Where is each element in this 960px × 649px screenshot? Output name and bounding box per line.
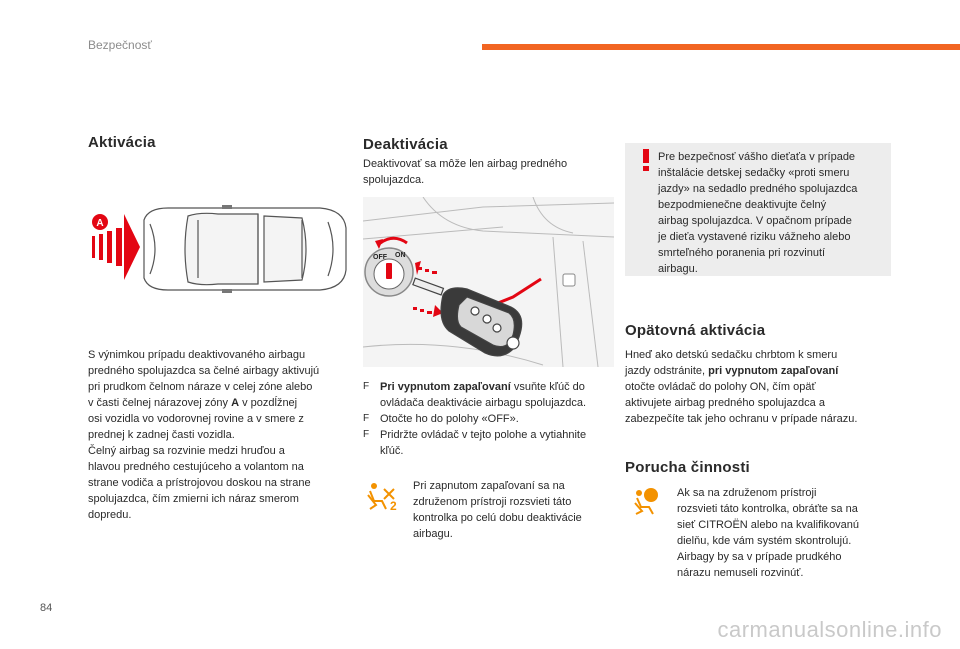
- rotate-arrow: [379, 238, 407, 244]
- airbag-fault-indicator-icon: [633, 487, 663, 515]
- airbag-off-indicator-icon: [366, 481, 400, 511]
- deactivation-title: Deaktivácia: [363, 136, 448, 153]
- reactivation-title: Opätovná aktivácia: [625, 322, 766, 339]
- indicator-note: Pri zapnutom zapaľovaní sa na združenom prístroji rozsvieti táto kontrolka po celú dobu deaktivácie airbagu.: [413, 480, 582, 540]
- airbag-switch: [365, 248, 413, 296]
- zone-a-label: A: [96, 218, 104, 229]
- reactivation-body: Hneď ako detskú sedačku chrbtom k smeru jazdy odstránite, pri vypnutom zapaľovaní otočte ovládač do polohy ON, čím opäť aktivujete airbag predného spolujazdca a zabezpečíte tak jeho ochranu v prípade nárazu.: [625, 349, 858, 425]
- warning-box: [625, 143, 891, 276]
- watermark: carmanualsonline.info: [717, 617, 942, 642]
- switch-on-label: ON: [395, 252, 406, 259]
- step-3: F Pridržte ovládač v tejto polohe a vytiahnite kľúč.: [363, 429, 587, 457]
- header-accent-bar: [482, 44, 960, 50]
- switch-off-label: OFF: [373, 254, 387, 261]
- key-fob: [413, 278, 522, 356]
- section-label: Bezpečnosť: [88, 38, 152, 52]
- malfunction-body: Ak sa na združenom prístroji rozsvieti táto kontrolka, obráťte sa na sieť CITROËN alebo na kvalifikovanú dielňu, kde vám systém skontrolujú. Airbagy by sa v prípade prudkého nárazu nemuseli rozvinúť.: [677, 487, 860, 579]
- indicator-digit: 2: [390, 499, 397, 511]
- step-2: F Otočte ho do polohy «OFF».: [363, 413, 519, 425]
- warning-exclamation-icon: [643, 149, 649, 171]
- activation-title: Aktivácia: [88, 134, 156, 151]
- page-number: 84: [40, 602, 53, 614]
- warning-text: Pre bezpečnosť vášho dieťaťa v prípade inštalácie detskej sedačky «proti smeru jazdy» na sedadlo predného spolujazdca bezpodmienečne deaktivujte čelný airbag spolujazdca. V opačnom prípade je dieťa vystavené riziku vážneho alebo smrteľného poranenia pri rozvinutí airbagu.: [658, 151, 858, 275]
- activation-body: S výnimkou prípadu deaktivovaného airbagu predného spolujazdca sa čelné airbagy aktivujú pri prudkom čelnom náraze v celej zóne alebo v časti čelnej nárazovej zóny A v pozdĺžnej osi vozidla vo vodorovnej rovine a v smere z prednej k zadnej časti vozidla. Čelný airbag sa rozvinie medzi hruďou a hlavou predného cestujúceho a volantom na strane vodiča a prístrojovou doskou na strane spolujazdca, čím zmierni ich náraz smerom dopredu.: [88, 349, 320, 521]
- deactivation-intro: Deaktivovať sa môže len airbag predného spolujazdca.: [363, 158, 568, 186]
- airbag-switch-key-illustration: [363, 197, 614, 367]
- deactivation-steps: [363, 379, 618, 459]
- car-top-view: [144, 205, 346, 293]
- step-1: F Pri vypnutom zapaľovaní vsuňte kľúč do ovládača deaktivácie airbagu spolujazdca.: [363, 381, 587, 409]
- car-frontal-zone-illustration: [88, 200, 358, 300]
- malfunction-title: Porucha činnosti: [625, 459, 750, 476]
